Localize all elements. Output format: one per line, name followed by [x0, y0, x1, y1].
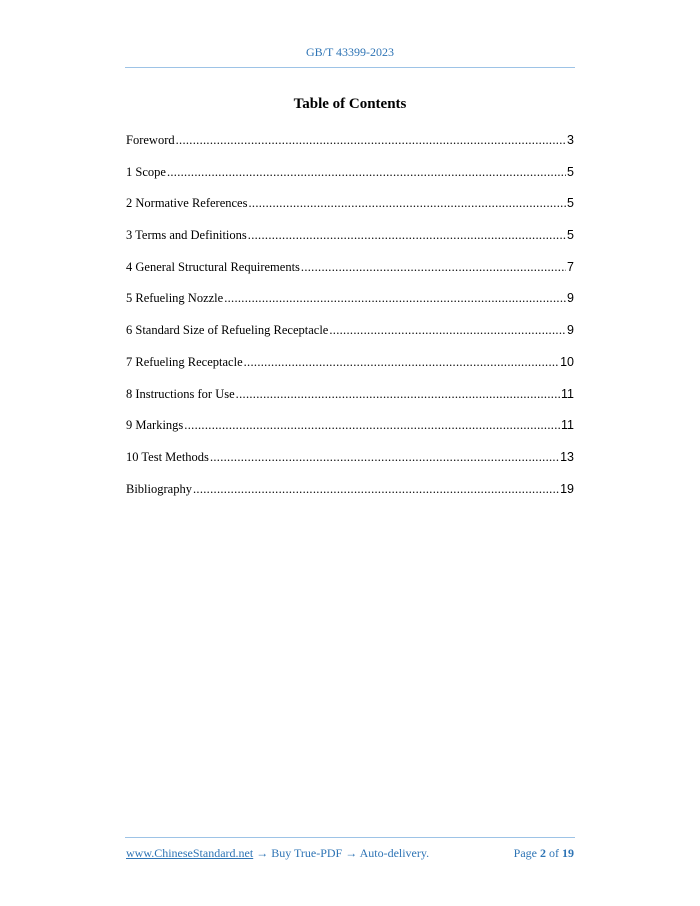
- toc-entry-label: 10 Test Methods: [126, 449, 209, 464]
- toc-list: [126, 133, 574, 513]
- toc-leader-dots: [248, 196, 566, 211]
- header-divider: [125, 67, 575, 68]
- toc-entry-scope[interactable]: [126, 165, 574, 197]
- page-footer: [126, 846, 574, 861]
- toc-entry-markings[interactable]: [126, 418, 574, 450]
- toc-entry-page: 10: [560, 354, 574, 369]
- toc-entry-label: 6 Standard Size of Refueling Receptacle: [126, 323, 329, 338]
- toc-leader-dots: [176, 133, 566, 148]
- toc-leader-dots: [224, 291, 566, 306]
- page-indicator: [514, 846, 574, 861]
- toc-entry-general-structural-requirements[interactable]: [126, 260, 574, 292]
- toc-entry-page: 9: [567, 291, 574, 306]
- toc-leader-dots: [184, 418, 560, 433]
- toc-leader-dots: [248, 228, 566, 243]
- toc-entry-normative-references[interactable]: [126, 196, 574, 228]
- toc-leader-dots: [236, 387, 560, 402]
- toc-leader-dots: [329, 323, 566, 338]
- toc-entry-bibliography[interactable]: [126, 482, 574, 514]
- toc-entry-instructions-for-use[interactable]: [126, 387, 574, 419]
- chinesestandard-link[interactable]: www.ChineseStandard.net: [126, 846, 254, 860]
- toc-entry-page: 9: [567, 323, 574, 338]
- toc-entry-label: 4 General Structural Requirements: [126, 259, 300, 274]
- toc-entry-standard-size-receptacle[interactable]: [126, 323, 574, 355]
- toc-entry-page: 3: [567, 133, 574, 147]
- toc-leader-dots: [193, 482, 559, 497]
- footer-promo: [126, 846, 429, 861]
- toc-entry-refueling-nozzle[interactable]: [126, 291, 574, 323]
- toc-entry-label: 1 Scope: [126, 164, 166, 179]
- page-of: of: [546, 846, 562, 860]
- page-header: [125, 45, 575, 60]
- toc-entry-label: 7 Refueling Receptacle: [126, 354, 243, 369]
- toc-leader-dots: [167, 165, 566, 180]
- toc-entry-label: Bibliography: [126, 481, 192, 496]
- toc-entry-page: 11: [561, 418, 574, 433]
- page-current: 2: [540, 846, 546, 860]
- toc-leader-dots: [301, 260, 566, 275]
- toc-entry-page: 19: [560, 481, 574, 496]
- toc-entry-label: 3 Terms and Definitions: [126, 228, 247, 243]
- toc-leader-dots: [210, 450, 559, 465]
- toc-entry-label: 8 Instructions for Use: [126, 386, 235, 401]
- toc-entry-label: 9 Markings: [126, 418, 184, 433]
- page-total: 19: [562, 846, 574, 860]
- toc-entry-page: 13: [560, 449, 574, 464]
- footer-promo-text: → Buy True-PDF → Auto-delivery.: [253, 846, 430, 860]
- toc-entry-terms-definitions[interactable]: [126, 228, 574, 260]
- toc-leader-dots: [244, 355, 559, 370]
- toc-entry-label: 5 Refueling Nozzle: [126, 291, 224, 306]
- toc-entry-page: 5: [567, 164, 574, 179]
- toc-entry-label: Foreword: [126, 133, 175, 147]
- toc-entry-test-methods[interactable]: [126, 450, 574, 482]
- toc-entry-foreword[interactable]: [126, 133, 574, 165]
- footer-divider: [125, 837, 575, 838]
- toc-entry-page: 5: [567, 228, 574, 243]
- toc-entry-refueling-receptacle[interactable]: [126, 355, 574, 387]
- toc-entry-page: 11: [561, 386, 574, 401]
- standard-code: GB/T 43399-2023: [305, 45, 395, 59]
- toc-entry-page: 7: [567, 259, 574, 274]
- toc-entry-page: 5: [567, 196, 574, 211]
- toc-entry-label: 2 Normative References: [126, 196, 248, 211]
- page-prefix: Page: [513, 846, 540, 860]
- toc-title: Table of Contents: [293, 96, 407, 112]
